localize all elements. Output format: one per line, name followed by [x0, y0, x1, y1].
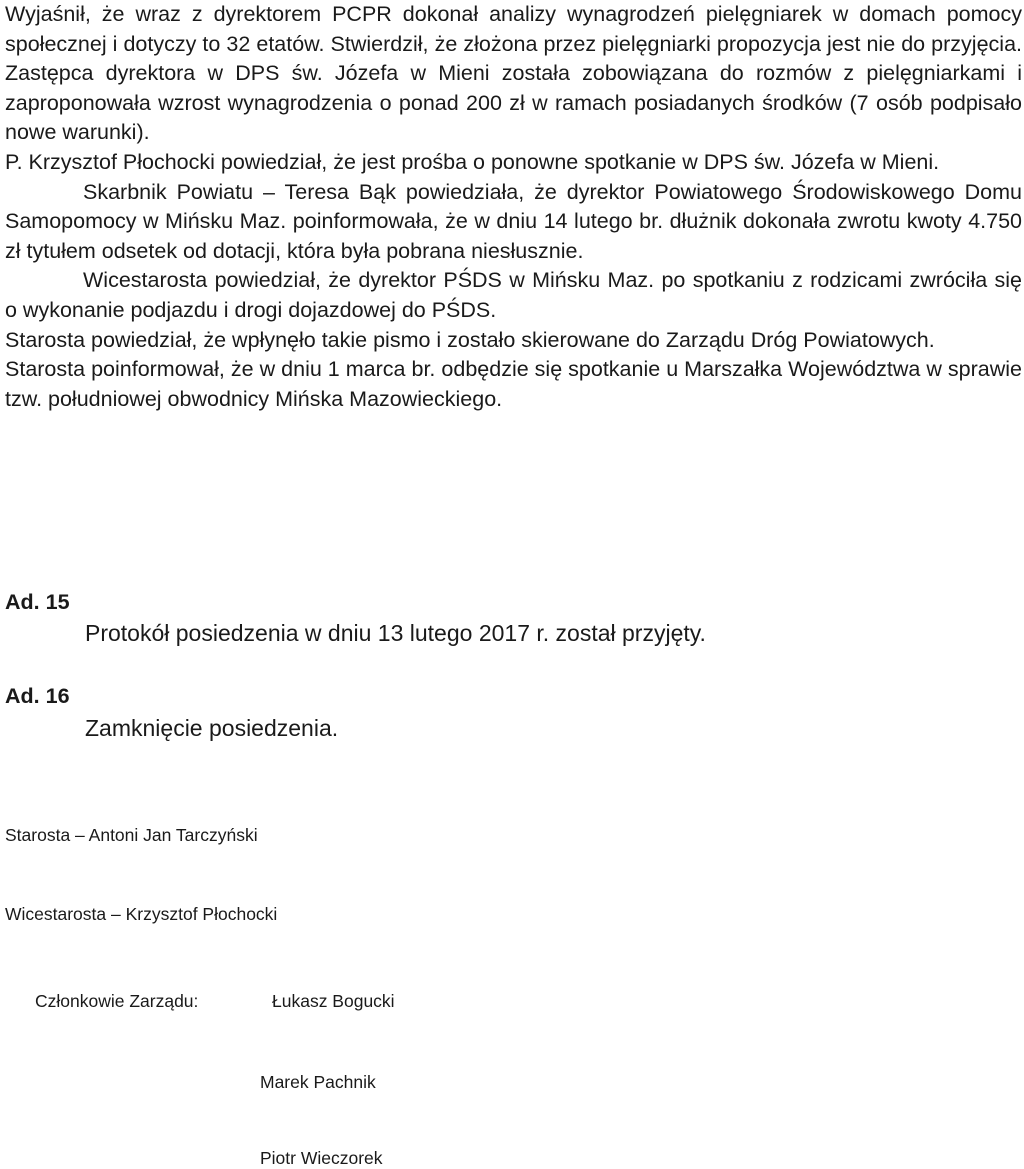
paragraph-dps-meeting-request: P. Krzysztof Płochocki powiedział, że jest prośba o ponowne spotkanie w DPS św. Józefa w Mieni.	[5, 149, 940, 174]
signature-wicestarosta: Wicestarosta – Krzysztof Płochocki	[5, 904, 278, 924]
signature-member-bogucki: Łukasz Bogucki	[272, 991, 395, 1011]
body-text	[5, 0, 1022, 414]
paragraph-starost-meeting: Starosta poinformował, że w dniu 1 marca br. odbędzie się spotkanie u Marszałka Województwa w sprawie tzw. południowej obwodnicy Mińska Mazowieckiego.	[5, 357, 1022, 411]
signature-member-wieczorek: Piotr Wieczorek	[260, 1148, 383, 1168]
agenda-heading-16: Ad. 16	[5, 684, 70, 708]
agenda-text-15: Protokół posiedzenia w dniu 13 lutego 2017 r. został przyjęty.	[85, 620, 706, 646]
agenda-text-16: Zamknięcie posiedzenia.	[85, 715, 339, 741]
agenda-heading-15: Ad. 15	[5, 590, 70, 614]
paragraph-treasurer-report: Skarbnik Powiatu – Teresa Bąk powiedziała, że dyrektor Powiatowego Środowiskowego Domu Samopomocy w Mińsku Maz. poinformowała, że w dniu 14 lutego br. dłużnik dokonała zwrotu kwoty 4.750 zł tytułem odsetek od dotacji, która była pobrana niesłusznie.	[5, 179, 1022, 263]
paragraph-starost-letter: Starosta powiedział, że wpłynęło takie pismo i zostało skierowane do Zarządu Dróg Powiatowych.	[5, 327, 935, 352]
paragraph-vice-starost-report: Wicestarosta powiedział, że dyrektor PŚDS w Mińsku Maz. po spotkaniu z rodzicami zwróciła się o wykonanie podjazdu i drogi dojazdowej do PŚDS.	[5, 268, 1022, 322]
signature-members-label: Członkowie Zarządu:	[35, 991, 199, 1011]
signature-starosta: Starosta – Antoni Jan Tarczyński	[5, 825, 258, 845]
signature-member-pachnik: Marek Pachnik	[260, 1072, 376, 1092]
paragraph-nurses-salaries: Wyjaśnił, że wraz z dyrektorem PCPR dokonał analizy wynagrodzeń pielęgniarek w domach pomocy społecznej i dotyczy to 32 etatów. Stwierdził, że złożona przez pielęgniarki propozycja jest nie do przyjęcia. Zastępca dyrektora w DPS św. Józefa w Mieni została zobowiązana do rozmów z pielęgniarkami i zaproponowała wzrost wynagrodzenia o ponad 200 zł w ramach posiadanych środków (7 osób podpisało nowe warunki).	[5, 2, 1022, 145]
